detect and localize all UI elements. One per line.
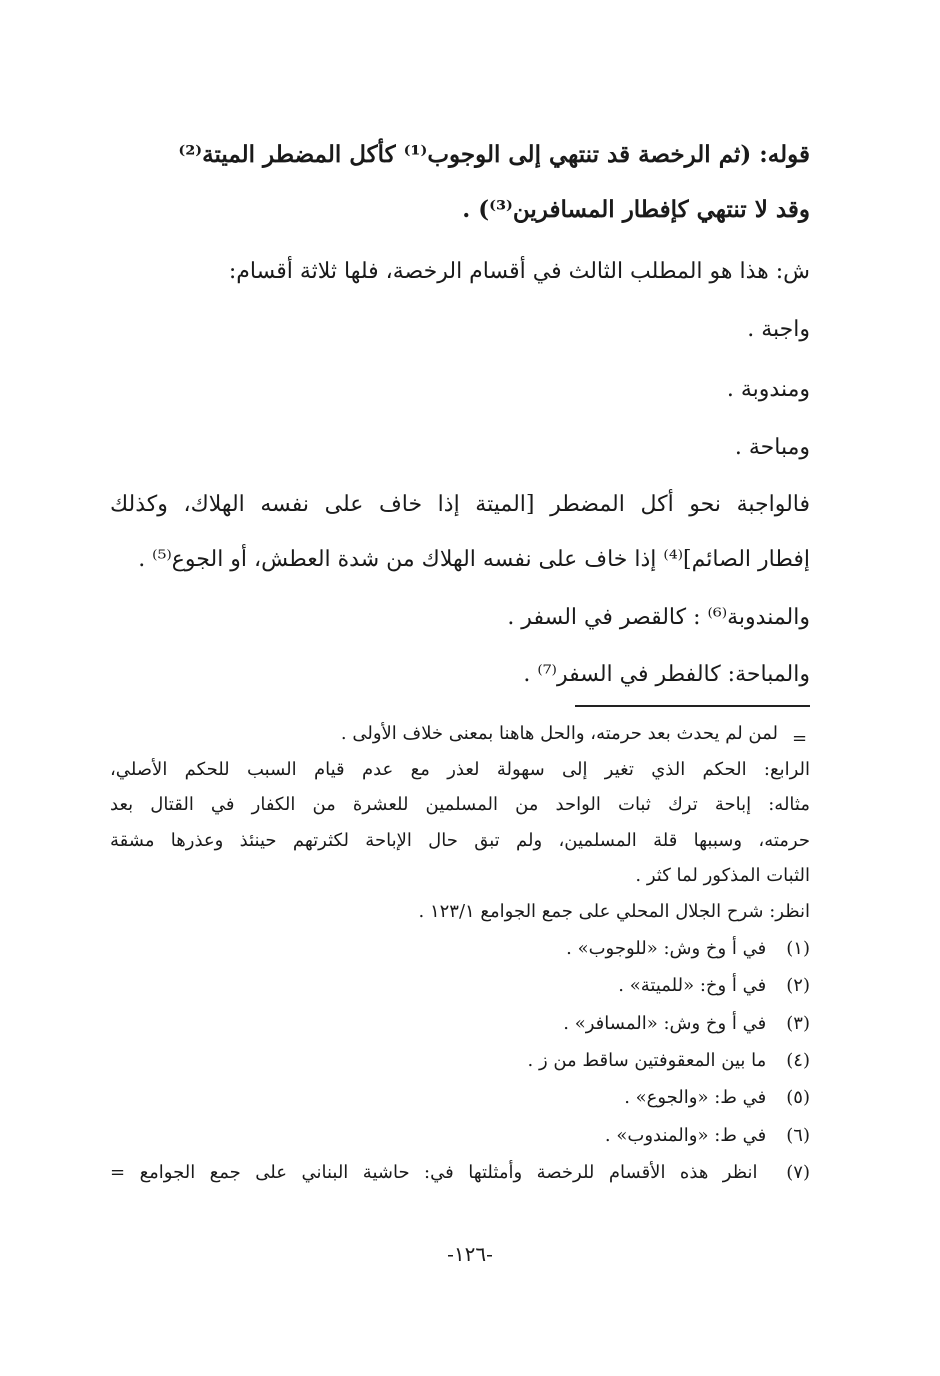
footnote-6 bbox=[605, 1122, 810, 1150]
footnote-number: (٦) bbox=[786, 1125, 810, 1146]
explanation-paragraph-line-2: إفطار الصائم]⁽⁴⁾ إذا خاف على نفسه الهلاك من شدة العطش، أو الجوع⁽⁵⁾ . bbox=[138, 547, 810, 572]
footnote-text: ما بين المعقوفتين ساقط من ز . bbox=[527, 1050, 767, 1071]
footnote-number: (٤) bbox=[786, 1050, 810, 1071]
footnote-continuation-line-5: الثبات المذكور لما كثر . bbox=[635, 865, 810, 886]
division-item-obligatory: واجبة . bbox=[747, 317, 810, 342]
footnote-7 bbox=[110, 1159, 810, 1187]
footnote-number: (١) bbox=[786, 938, 810, 959]
footnote-reference-line: انظر: شرح الجلال المحلي على جمع الجوامع ١٢٣/١ . bbox=[418, 901, 810, 922]
footnote-number: (٧) bbox=[786, 1162, 810, 1183]
division-item-permissible: ومباحة . bbox=[734, 435, 810, 460]
footnote-text: في أ وخ: «للميتة» . bbox=[618, 975, 767, 996]
footnote-4 bbox=[528, 1047, 811, 1075]
quoted-text-line-1: قوله: (ثم الرخصة قد تنتهي إلى الوجوب⁽¹⁾ كأكل المضطر الميتة⁽²⁾ bbox=[178, 141, 810, 168]
footnote-number: (٥) bbox=[786, 1087, 810, 1108]
footnote-separator bbox=[575, 705, 810, 707]
quoted-text-line-2: وقد لا تنتهي كإفطار المسافرين⁽³⁾) . bbox=[462, 196, 810, 223]
footnote-text: انظر هذه الأقسام للرخصة وأمثلتها في: حاشية البناني على جمع الجوامع = bbox=[110, 1162, 758, 1183]
footnote-3 bbox=[563, 1010, 810, 1038]
footnote-continuation-line-4: حرمته، وسببها قلة المسلمين، ولم تبق حال الإباحة لكثرتهم حينئذ وعذرها مشقة bbox=[110, 830, 810, 851]
division-item-recommended: ومندوبة . bbox=[726, 377, 810, 402]
footnote-number: (٢) bbox=[786, 975, 810, 996]
footnote-continuation-mark: = bbox=[792, 728, 808, 749]
footnote-text: في ط: «والمندوب» . bbox=[604, 1125, 767, 1146]
footnote-number: (٣) bbox=[786, 1013, 810, 1034]
footnote-5 bbox=[624, 1084, 810, 1112]
explanation-paragraph-line-1: فالواجبة نحو أكل المضطر [الميتة إذا خاف على نفسه الهلاك، وكذلك bbox=[110, 492, 810, 517]
footnote-2 bbox=[618, 972, 810, 1000]
footnote-text: في أ وخ وش: «للوجوب» . bbox=[566, 938, 767, 959]
footnote-text: في أ وخ وش: «المسافر» . bbox=[563, 1013, 767, 1034]
footnote-1 bbox=[566, 935, 810, 963]
permissible-example: والمباحة: كالفطر في السفر⁽⁷⁾ . bbox=[523, 662, 810, 687]
page-number: -١٢٦- bbox=[447, 1242, 493, 1266]
footnote-text: في ط: «والجوع» . bbox=[624, 1087, 767, 1108]
footnote-continuation-line-1: لمن لم يحدث بعد حرمته، والحل هاهنا بمعنى خلاف الأولى . bbox=[340, 723, 778, 744]
footnote-continuation-line-2: الرابع: الحكم الذي تغير إلى سهولة لعذر مع عدم قيام السبب للحكم الأصلي، bbox=[110, 759, 810, 780]
footnote-continuation-line-3: مثاله: إباحة ترك ثبات الواحد من المسلمين للعشرة من الكفار في القتال بعد bbox=[110, 794, 810, 815]
commentary-intro: ش: هذا هو المطلب الثالث في أقسام الرخصة، فلها ثلاثة أقسام: bbox=[228, 259, 810, 284]
recommended-example: والمندوبة⁽⁶⁾ : كالقصر في السفر . bbox=[507, 605, 810, 630]
